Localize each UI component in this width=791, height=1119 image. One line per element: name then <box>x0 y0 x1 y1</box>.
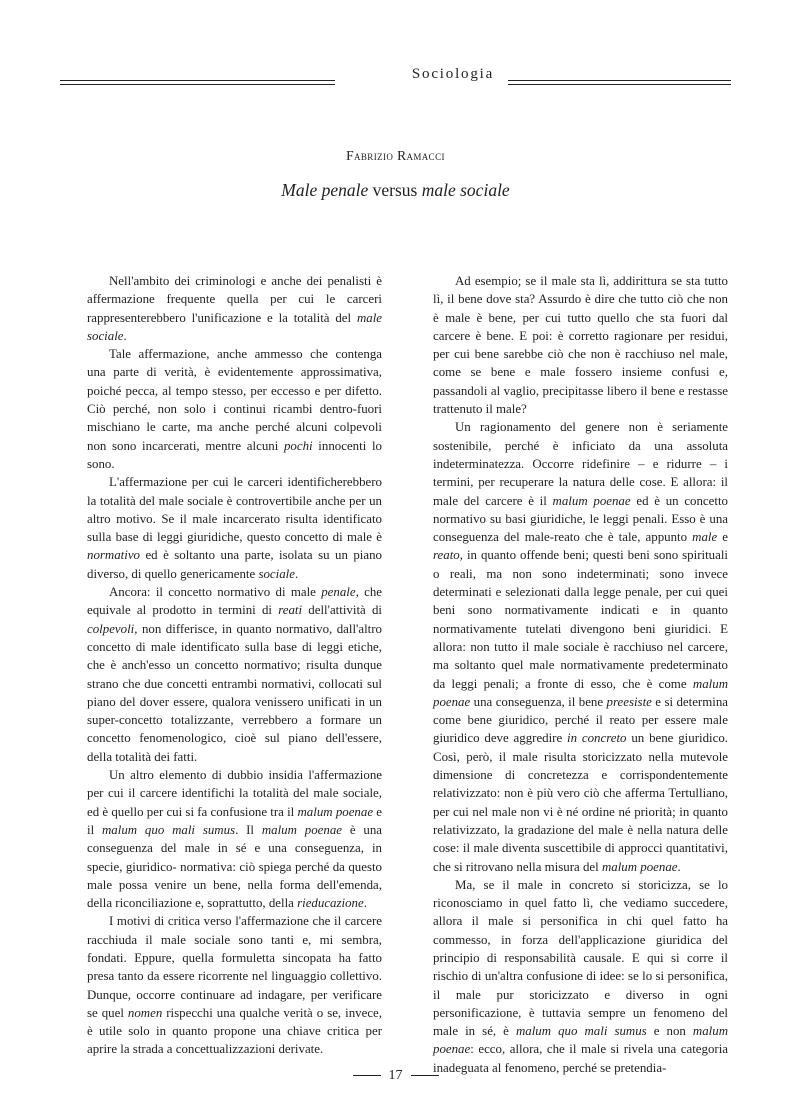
italic-run: preesiste <box>606 694 652 709</box>
text-run: Ma, se il male in concreto si storicizza, se lo riconosciamo in quel fatto lì, che vediamo succedere, allora il male si personifica in chi quel fatto ha commesso, in forza dell'applicazione giuridica del principio di responsabilità causale. E qui si corre il rischio di un'altra confusione di idee: se lo si personifica, il male pur storicizzato e diverso in ogni personificazione, è tuttavia sempre un fenomeno del male in sé, è <box>433 877 728 1039</box>
running-header <box>60 64 731 94</box>
italic-run: malum poenae <box>297 804 374 819</box>
footer-dash-left <box>353 1075 381 1076</box>
text-run: L'affermazione per cui le carceri identificherebbero la totalità del male sociale è controvertibile anche per un altro motivo. Se il male incarcerato risulta identificato sulla base di leggi giuridiche, questo concetto di male è <box>87 475 382 545</box>
text-run: e non <box>646 1024 693 1039</box>
italic-run: colpevoli, <box>87 621 138 636</box>
text-run: Ad esempio; se il male sta lì, addirittura se sta tutto lì, il bene dove sta? Assurdo è dire che tutto ciò che non è male è bene, per cui tutto quello che sta fuori dal carcere è bene. E poi: è corretto ragionare per residui, per cui bene sarebbe ciò che non è racchiuso nel male, come se bene e male fossero insieme confusi e, passandoli al vaglio, precipitasse libero il bene e restasse trattenuto il male? <box>433 274 728 417</box>
page-number: 17 <box>388 1068 403 1083</box>
page-footer <box>0 1068 791 1084</box>
body-column-left <box>87 272 382 1059</box>
text-run: : ecco, allora, che il male si rivela una categoria inadeguata al fenomeno, perché se pretendia- <box>433 1042 728 1075</box>
text-run: Un ragionamento del genere non è seriamente sostenibile, perché è inficiato da una assoluta indeterminatezza. Occorre ridefinire – e ridurre – i termini, per recuperare la natura delle cose. E allora: il male del carcere è il <box>433 420 728 508</box>
text-run: Nell'ambito dei criminologi e anche dei penalisti è affermazione frequente quella per cui le carceri rappresenterebbero l'unificazione e la totalità del <box>87 274 382 325</box>
text-run: è una conseguenza del male in sé e una conseguenza, in specie, giuridico- normativa: ciò spiega perché da questo male possa venire un bene, nella forma dell'emenda, della riconciliazione e, soprattutto, della <box>87 822 382 911</box>
paragraph <box>433 418 728 875</box>
text-run: Un altro elemento di dubbio insidia l'affermazione per cui il carcere identifichi la totalità del male sociale, ed è quello per cui si fa confusione tra il <box>87 768 382 819</box>
text-run: e si determina come bene giuridico, perché il reato per essere male giuridico deve aggredire <box>433 694 728 746</box>
text-run: dell'attività di <box>302 603 382 618</box>
italic-run: male <box>692 530 718 545</box>
text-run: innocenti lo sono. <box>87 438 382 471</box>
title-part-2: versus <box>368 180 422 200</box>
italic-run: reato, <box>433 548 463 563</box>
section-title: Sociologia <box>411 66 495 82</box>
paragraph <box>87 766 382 912</box>
text-run: . <box>123 328 127 343</box>
italic-run: normativo <box>87 548 140 563</box>
paragraph <box>87 345 382 473</box>
text-run: non differisce, in quanto normativo, dall'altro concetto di male identificato sulla base di leggi etiche, che è anch'esso un concetto normativo; risulta dunque strano che due concetti entrambi normativi, collocati sul piano del dover essere, qualora venissero unificati in un super-concetto totalizzante, verrebbero a formare un concetto fenomenologico, cioè sul piano dell'essere, della totalità dei fatti. <box>87 621 382 764</box>
text-run: che equivale al prodotto in termini di <box>87 585 382 618</box>
text-run: in quanto offende beni; questi beni sono spirituali o reali, ma non sono indeterminati; sono invece determinati e selezionati dalla legge penale, per cui quei beni sono normativamente indicati e in quanto normativamente tutelati divengono beni giuridici. E allora: non tutto il male sociale è racchiuso nel carcere, ma soltanto quel male normativamente predeterminato da leggi penali; a fronte di esso, che è come <box>433 548 728 691</box>
italic-run: pochi <box>283 438 313 453</box>
body-column-right <box>433 272 728 1077</box>
text-run: e <box>717 530 728 545</box>
paragraph <box>87 912 382 1058</box>
italic-run: malum quo mali sumus <box>102 822 236 837</box>
italic-run: in concreto <box>567 731 627 746</box>
text-run: una conseguenza, il bene <box>470 694 607 709</box>
paragraph <box>433 876 728 1077</box>
paragraph <box>87 473 382 583</box>
text-run: I motivi di critica verso l'affermazione che il carcere racchiuda il male sociale sono tanti e, mi sembra, fondati. Eppure, quella formuletta sincopata ha fatto presa tanto da essere ricorrente nel linguaggio collettivo. Dunque, occorre continuare ad indagare, per verificare se quel <box>87 914 382 1020</box>
paragraph <box>87 583 382 766</box>
text-run: . <box>677 859 681 874</box>
italic-run: rieducazione <box>297 896 364 911</box>
text-run: . <box>363 896 367 911</box>
italic-run: malum poenae <box>261 822 342 837</box>
italic-run: sociale <box>258 566 295 581</box>
footer-dash-right <box>411 1075 439 1076</box>
italic-run: penale, <box>321 585 359 600</box>
text-run: Tale affermazione, anche ammesso che contenga una parte di verità, è evidentemente approssimativa, poiché pecca, al tempo stesso, per eccesso e per difetto. Ciò perché, non solo i continui ricambi dentro-fuori mischiano le carte, ma anche perché alcuni colpevoli non sono incarcerati, mentre alcuni <box>87 347 382 453</box>
text-run: e il <box>87 804 382 837</box>
italic-run: nomen <box>127 1005 163 1020</box>
title-part-1: Male penale <box>281 180 369 200</box>
text-run: Ancora: il concetto normativo di male <box>109 585 322 600</box>
header-rule-left <box>60 80 335 88</box>
italic-run: malum poenae <box>433 1024 729 1057</box>
paragraph <box>433 272 728 418</box>
italic-run: male sociale <box>87 310 382 343</box>
text-run: . Il <box>235 822 262 837</box>
text-run: rispecchi una qualche verità o se, invece, è utile solo in quanto propone una chiave critica per aprire la strada a concettualizzazioni derivate. <box>87 1005 382 1057</box>
italic-run: malum quo mali sumus <box>515 1024 647 1039</box>
text-run: ed è soltanto una parte, isolata su un piano diverso, di quello genericamente <box>87 548 382 581</box>
italic-run: reati <box>278 603 303 618</box>
text-run: un bene giuridico. Così, però, il male risulta storicizzato nella mutevole dimensione di concretezza e corrispondentemente relativizzato: non è più vero ciò che afferma Tertulliano, per cui nel male non vi è né ordine né priorità; in quanto relativizzato, la gradazione del male è nella natura delle cose: il male diventa suscettibile di approcci quantitativi, che si ritrovano nella misura del <box>433 731 728 874</box>
header-rule-right <box>508 80 731 88</box>
title-part-3: male sociale <box>421 180 510 200</box>
paragraph <box>87 272 382 345</box>
italic-run: malum poenae <box>552 493 631 508</box>
article-author: Fabrizio Ramacci <box>346 148 445 163</box>
text-run: ed è un concetto normativo su basi giuridiche, le leggi penali. Esso è una conseguenza del male-reato che è tale, appunto <box>433 493 728 545</box>
italic-run: malum poenae <box>601 859 678 874</box>
italic-run: malum poenae <box>433 676 728 709</box>
text-run: . <box>294 566 299 581</box>
article-title <box>0 180 791 201</box>
